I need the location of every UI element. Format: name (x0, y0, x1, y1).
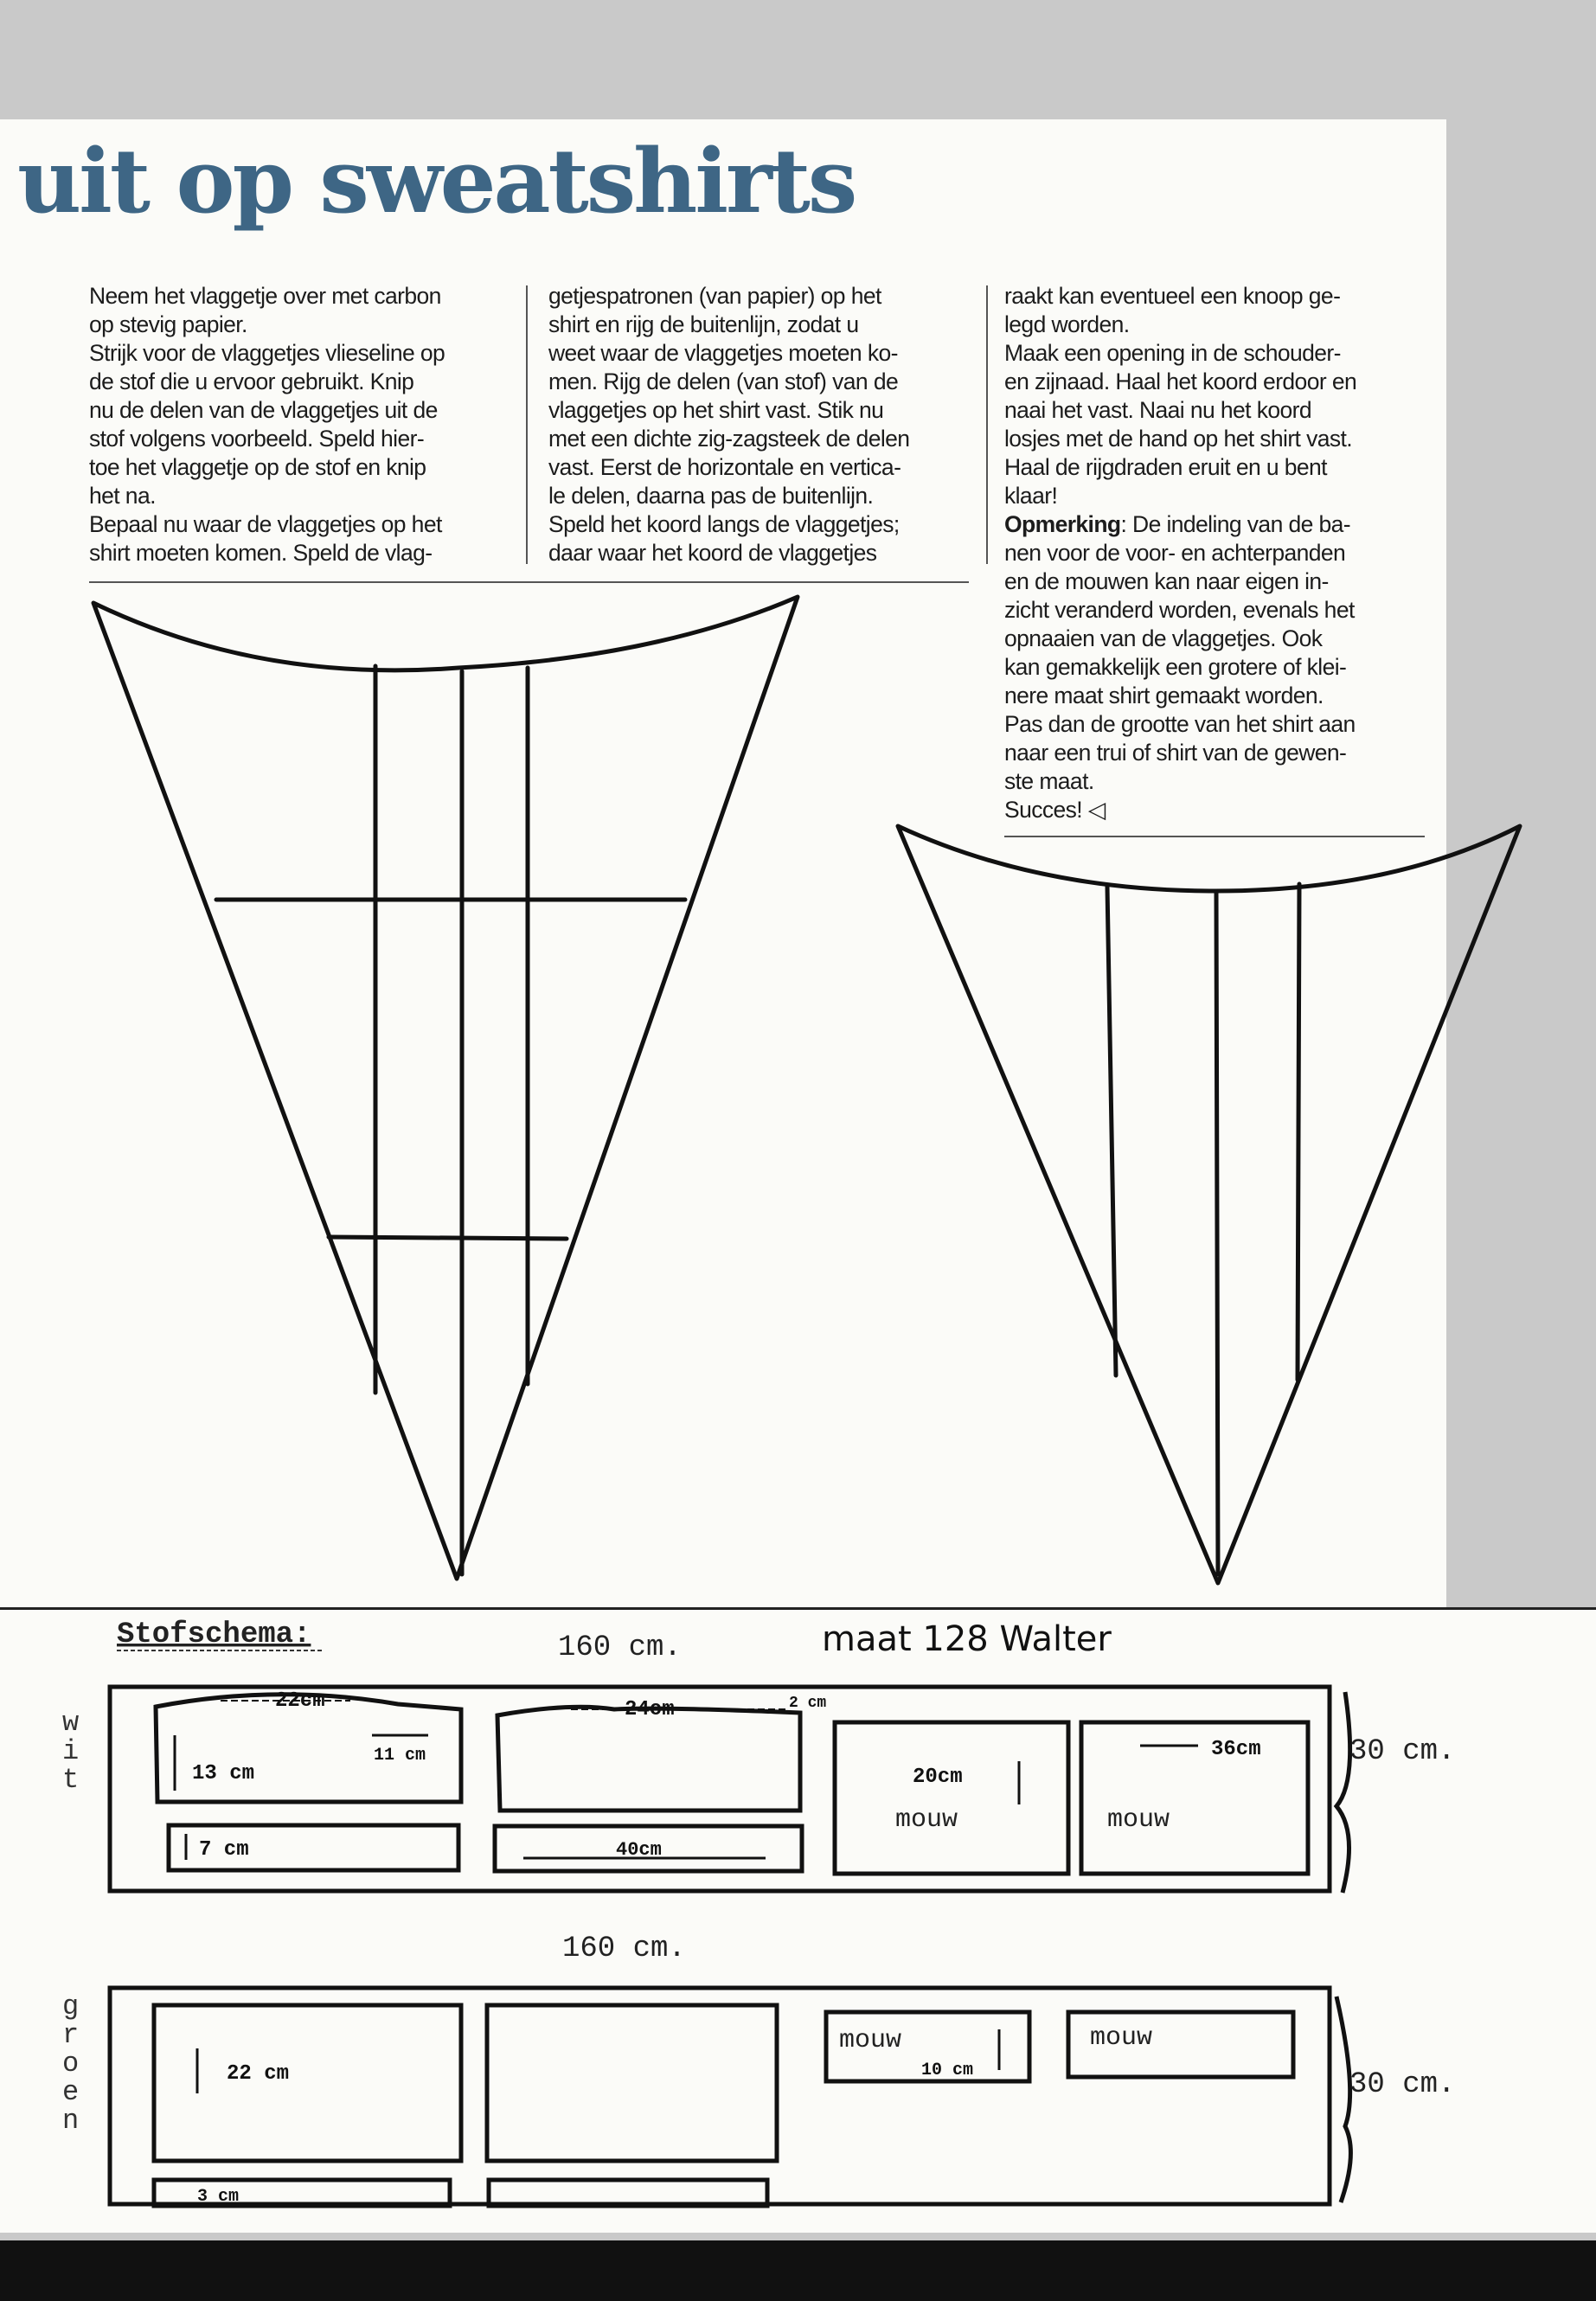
text-line: naai het vast. Naai nu het koord (1004, 397, 1311, 423)
remark-label: Opmerking (1004, 511, 1121, 537)
text-line: raakt kan eventueel een knoop ge- (1004, 283, 1341, 309)
text-line: Neem het vlaggetje over met carbon (89, 283, 441, 309)
text-line: vlaggetjes op het shirt vast. Stik nu (548, 397, 884, 423)
height-brace-wit (1336, 1692, 1350, 1893)
text-line: de stof die u ervoor gebruikt. Knip (89, 369, 414, 394)
closing-text: Succes! ◁ (1004, 797, 1106, 823)
text-line: vast. Eerst de horizontale en vertica- (548, 454, 901, 480)
color-letter: t (62, 1764, 80, 1796)
text-line: men. Rijg de delen (van stof) van de (548, 369, 899, 394)
text-line: opnaaien van de vlaggetjes. Ook (1004, 625, 1323, 651)
flag-pattern-small (898, 826, 1520, 1583)
fabric-strip-groen (110, 1988, 1330, 2204)
dim-sleeve-width: 36cm (1211, 1738, 1261, 1761)
text-line: nere maat shirt gemaakt worden. (1004, 683, 1324, 708)
color-letter: r (62, 2019, 80, 2051)
flag-small-seam (1107, 884, 1299, 1574)
text-line: shirt en rijg de buitenlijn, zodat u (548, 311, 859, 337)
piece-sleeve-1 (835, 1722, 1068, 1874)
text-line: klaar! (1004, 483, 1058, 509)
piece-label-sleeve: mouw (1107, 1805, 1170, 1835)
text-line: nu de delen van de vlaggetjes uit de (89, 397, 438, 423)
text-line: losjes met de hand op het shirt vast. (1004, 426, 1353, 452)
color-letter: e (62, 2076, 80, 2108)
text-line: legd worden. (1004, 311, 1130, 337)
height-label-2: 30 cm. (1349, 2068, 1456, 2101)
width-label-1: 160 cm. (558, 1631, 682, 1664)
text-line: zicht veranderd worden, evenals het (1004, 597, 1355, 623)
text-line: Maak een opening in de schouder- (1004, 340, 1341, 366)
text-line: met een dichte zig-zagsteek de delen (548, 426, 910, 452)
text-line: en de mouwen kan naar eigen in- (1004, 568, 1329, 594)
dim-neck-2: 24cm (625, 1698, 675, 1721)
piece-label-sleeve: mouw (1090, 2023, 1153, 2053)
dim-shoulder: 11 cm (374, 1746, 426, 1766)
text-line: Strijk voor de vlaggetjes vlieseline op (89, 340, 445, 366)
text-line: ste maat. (1004, 768, 1094, 794)
color-letter: i (62, 1735, 80, 1767)
text-line: en zijnaad. Haal het koord erdoor en (1004, 369, 1357, 394)
height-brace-groen (1336, 1997, 1350, 2202)
scan-border (0, 2240, 1596, 2301)
color-letter: o (62, 2048, 80, 2080)
text-line: op stevig papier. (89, 311, 247, 337)
text-line: shirt moeten komen. Speld de vlag- (89, 540, 433, 566)
schema-heading: Stofschema: (117, 1618, 311, 1651)
remark-text: : De indeling van de ba- (1120, 511, 1351, 537)
piece-back-groen (487, 2005, 777, 2161)
color-letter: g (62, 1990, 80, 2022)
dim-body-height-groen: 22 cm (227, 2062, 290, 2086)
text-line: Speld het koord langs de vlaggetjes; (548, 511, 900, 537)
text-line: nen voor de voor- en achterpanden (1004, 540, 1346, 566)
flag-large-seam (329, 1237, 567, 1239)
dim-neck-1: 22cm (275, 1689, 325, 1713)
dim-band-height: 7 cm (199, 1838, 249, 1862)
color-label-wit (62, 1707, 79, 1796)
fabric-schema (0, 1607, 1596, 2239)
color-letter: n (62, 2105, 80, 2137)
size-note: maat 128 Walter (822, 1619, 1112, 1659)
text-line: toe het vlaggetje op de stof en knip (89, 454, 426, 480)
text-line: het na. (89, 483, 156, 509)
dim-edge: 2 cm (789, 1695, 827, 1712)
dim-band-height-groen: 3 cm (197, 2187, 240, 2207)
text-line: stof volgens voorbeeld. Speld hier- (89, 426, 425, 452)
text-line: daar waar het koord de vlaggetjes (548, 540, 877, 566)
text-line: weet waar de vlaggetjes moeten ko- (548, 340, 898, 366)
piece-label-sleeve: mouw (895, 1805, 958, 1835)
dim-band-width: 40cm (616, 1839, 662, 1861)
dim-body-height: 13 cm (192, 1762, 255, 1785)
text-line: Pas dan de grootte van het shirt aan (1004, 711, 1356, 737)
text-line: le delen, daarna pas de buitenlijn. (548, 483, 874, 509)
fabric-strip-wit (110, 1687, 1330, 1891)
flag-pattern-large (93, 597, 798, 1579)
piece-back-top (497, 1707, 800, 1811)
text-line: Bepaal nu waar de vlaggetjes op het (89, 511, 442, 537)
text-line: getjespatronen (van papier) op het (548, 283, 881, 309)
dim-sleeve-height-groen: 10 cm (921, 2061, 974, 2080)
color-label-groen (62, 1990, 79, 2137)
text-line: naar een trui of shirt van de gewen- (1004, 740, 1347, 766)
color-letter: w (62, 1707, 80, 1739)
page-title: uit op sweatshirts (17, 130, 856, 234)
piece-label-sleeve: mouw (839, 2026, 902, 2055)
text-line: Haal de rijgdraden eruit en u bent (1004, 454, 1327, 480)
piece-front-groen (154, 2005, 461, 2161)
text-line: kan gemakkelijk een grotere of klei- (1004, 654, 1347, 680)
width-label-2: 160 cm. (562, 1932, 686, 1965)
dim-sleeve-height: 20cm (913, 1766, 963, 1789)
height-label-1: 30 cm. (1349, 1735, 1456, 1768)
